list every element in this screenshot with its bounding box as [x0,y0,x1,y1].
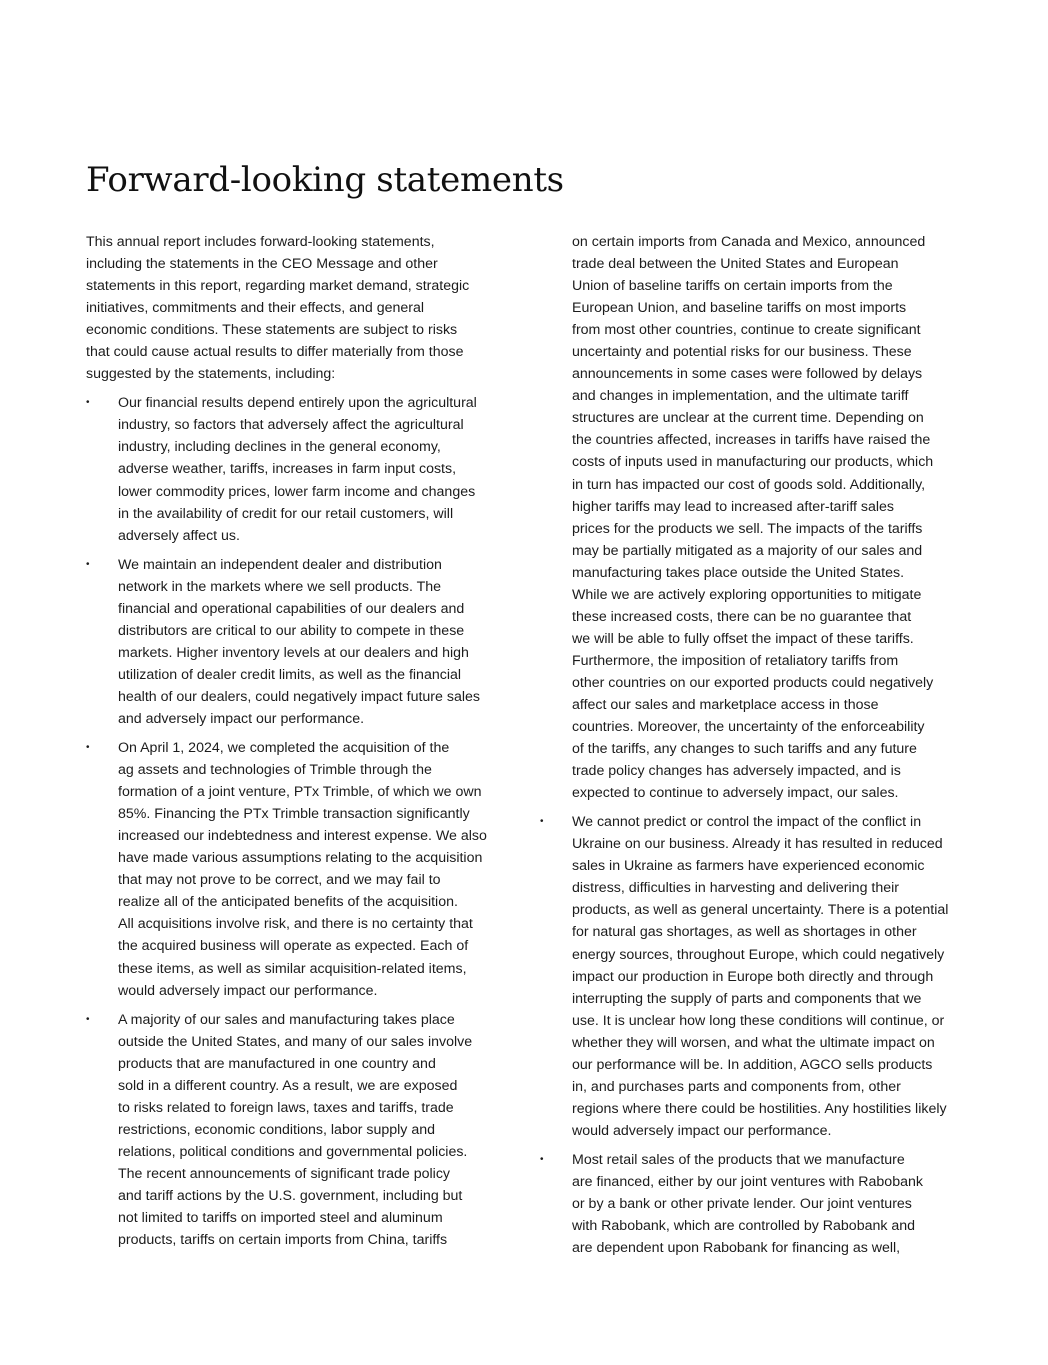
risk-list-right [540,811,970,1259]
text-line: Most retail sales of the products that we manufacture [572,1151,905,1168]
text-line: network in the markets where we sell products. The [118,578,442,595]
text-line: suggested by the statements, including: [86,366,336,383]
text-line: industry, including declines in the general economy, [118,439,441,456]
text-line: for natural gas shortages, as well as shortages in other [572,924,917,941]
text-line: regions where there could be hostilities. Any hostilities likely [572,1100,947,1117]
text-line: in the availability of credit for our retail customers, will [118,505,454,522]
text-line: whether they will worsen, and what the ultimate impact on [572,1034,935,1051]
text-line: our performance will be. In addition, AGCO sells products [572,1056,933,1073]
text-line: and changes in implementation, and the ultimate tariff [572,388,909,405]
text-line: or by a bank or other private lender. Our joint ventures [572,1196,912,1213]
risk-bullet-retail-financing [540,1149,970,1259]
text-line: products that are manufactured in one country and [118,1055,436,1072]
text-line: and adversely impact our performance. [118,710,365,727]
text-line: Ukraine on our business. Already it has resulted in reduced [572,836,943,853]
text-line: On April 1, 2024, we completed the acquisition of the [118,740,450,757]
text-line: including the statements in the CEO Message and other [86,256,438,273]
intro-paragraph [86,231,512,385]
text-line: formation of a joint venture, PTx Trimble, of which we own [118,784,482,801]
text-line: and tariff actions by the U.S. government, including but [118,1187,463,1204]
text-line: energy sources, throughout Europe, which could negatively [572,946,945,963]
risk-bullet-foreign-trade-tariffs [86,1009,512,1252]
text-line: have made various assumptions relating to the acquisition [118,850,483,867]
risk-bullet-trimble-acquisition [86,737,512,1002]
text-line: costs of inputs used in manufacturing our products, which [572,454,934,471]
text-line: While we are actively exploring opportunities to mitigate [572,586,922,603]
text-line: interrupting the supply of parts and components that we [572,990,922,1007]
text-line: outside the United States, and many of our sales involve [118,1033,473,1050]
text-line: on certain imports from Canada and Mexico, announced [572,234,926,250]
text-line: Our financial results depend entirely upon the agricultural [118,395,477,412]
risk-bullet-dealer-network [86,554,512,730]
text-line: health of our dealers, could negatively impact future sales [118,688,480,705]
text-line: that could cause actual results to differ materially from those [86,344,464,361]
text-line: that may not prove to be correct, and we may fail to [118,872,441,889]
text-line: impact our production in Europe both directly and through [572,968,934,985]
text-line: distress, difficulties in harvesting and delivering their [572,880,900,897]
text-line: would adversely impact our performance. [572,1122,832,1139]
text-line: not limited to tariffs on imported steel and aluminum [118,1210,443,1227]
risk-bullet-ukraine-conflict [540,811,970,1142]
bullet-icon: • [86,558,90,570]
text-line: sold in a different country. As a result, we are exposed [118,1077,458,1094]
text-line: prices for the products we sell. The impacts of the tariffs [572,520,923,537]
text-line: The recent announcements of significant trade policy [118,1165,451,1182]
text-line: would adversely impact our performance. [118,982,378,999]
bullet-icon: • [86,742,90,754]
text-line: use. It is unclear how long these conditions will continue, or [572,1012,945,1029]
text-line: uncertainty and potential risks for our business. These [572,344,912,361]
text-line: sales in Ukraine as farmers have experienced economic [572,858,925,875]
text-line: ag assets and technologies of Trimble through the [118,762,432,779]
text-line: initiatives, commitments and their effects, and general [86,300,425,317]
left-column [86,231,512,1258]
text-line: the countries affected, increases in tariffs have raised the [572,432,931,449]
text-line: This annual report includes forward-looking statements, [86,234,435,250]
text-line: All acquisitions involve risk, and there is no certainty that [118,916,473,933]
text-line: We maintain an independent dealer and distribution [118,556,442,573]
text-line: realize all of the anticipated benefits of the acquisition. [118,894,458,911]
bullet-icon: • [86,1013,90,1025]
text-line: statements in this report, regarding market demand, strategic [86,278,470,295]
text-line: these items, as well as similar acquisition-related items, [118,960,467,977]
text-line: trade policy changes has adversely impacted, and is [572,763,901,780]
text-line: 85%. Financing the PTx Trimble transaction significantly [118,806,470,823]
text-line: in, and purchases parts and components from, other [572,1078,901,1095]
text-line: to risks related to foreign laws, taxes and tariffs, trade [118,1099,454,1116]
text-line: trade deal between the United States and European [572,256,899,273]
risk-list-left [86,392,512,1251]
text-line: from most other countries, continue to create significant [572,322,921,339]
text-line: higher tariffs may lead to increased after-tariff sales [572,498,895,515]
text-line: in turn has impacted our cost of goods sold. Additionally, [572,476,926,493]
text-line: other countries on our exported products could negatively [572,674,934,691]
risk-bullet-agricultural-industry [86,392,512,546]
text-line: structures are unclear at the current time. Depending on [572,410,924,427]
text-line: A majority of our sales and manufacturing takes place [118,1011,455,1028]
text-line: markets. Higher inventory levels at our dealers and high [118,644,469,661]
text-line: of the tariffs, any changes to such tariffs and any future [572,741,917,758]
text-line: adversely affect us. [118,527,240,544]
text-line: lower commodity prices, lower farm income and changes [118,483,476,500]
text-line: are financed, either by our joint ventures with Rabobank [572,1173,923,1190]
text-line: with Rabobank, which are controlled by Rabobank and [572,1218,916,1235]
text-line: adverse weather, tariffs, increases in farm input costs, [118,461,457,478]
text-line: utilization of dealer credit limits, as well as the financial [118,666,462,683]
page-title: Forward-looking statements [86,160,564,200]
text-line: financial and operational capabilities of our dealers and [118,600,465,617]
text-line: expected to continue to adversely impact, our sales. [572,785,899,802]
text-line: these increased costs, there can be no guarantee that [572,608,912,625]
text-line: products, tariffs on certain imports from China, tariffs [118,1232,448,1249]
text-line: affect our sales and marketplace access in those [572,696,879,713]
text-line: increased our indebtedness and interest expense. We also [118,828,487,845]
text-line: Union of baseline tariffs on certain imports from the [572,278,893,295]
text-line: countries. Moreover, the uncertainty of the enforceability [572,719,925,736]
text-line: relations, political conditions and governmental policies. [118,1143,468,1160]
text-line: we will be able to fully offset the impact of these tariffs. [572,630,914,647]
text-line: economic conditions. These statements are subject to risks [86,322,458,339]
bullet-icon: • [86,397,90,409]
text-line: are dependent upon Rabobank for financing as well, [572,1240,901,1257]
right-column [540,231,970,1266]
text-line: industry, so factors that adversely affect the agricultural [118,417,464,434]
text-line: manufacturing takes place outside the United States. [572,564,905,581]
text-line: restrictions, economic conditions, labor supply and [118,1121,436,1138]
text-line: Furthermore, the imposition of retaliatory tariffs from [572,652,899,669]
text-line: may be partially mitigated as a majority of our sales and [572,542,923,559]
text-line: announcements in some cases were followed by delays [572,366,923,383]
bullet-icon: • [540,1153,544,1165]
text-line: the acquired business will operate as expected. Each of [118,938,469,955]
text-line: We cannot predict or control the impact of the conflict in [572,814,922,831]
text-line: products, as well as general uncertainty. There is a potential [572,902,949,919]
text-line: distributors are critical to our ability to compete in these [118,622,465,639]
bullet-icon: • [540,816,544,828]
text-line: European Union, and baseline tariffs on most imports [572,300,907,317]
risk-bullet-foreign-trade-tariffs-continued [540,231,970,804]
